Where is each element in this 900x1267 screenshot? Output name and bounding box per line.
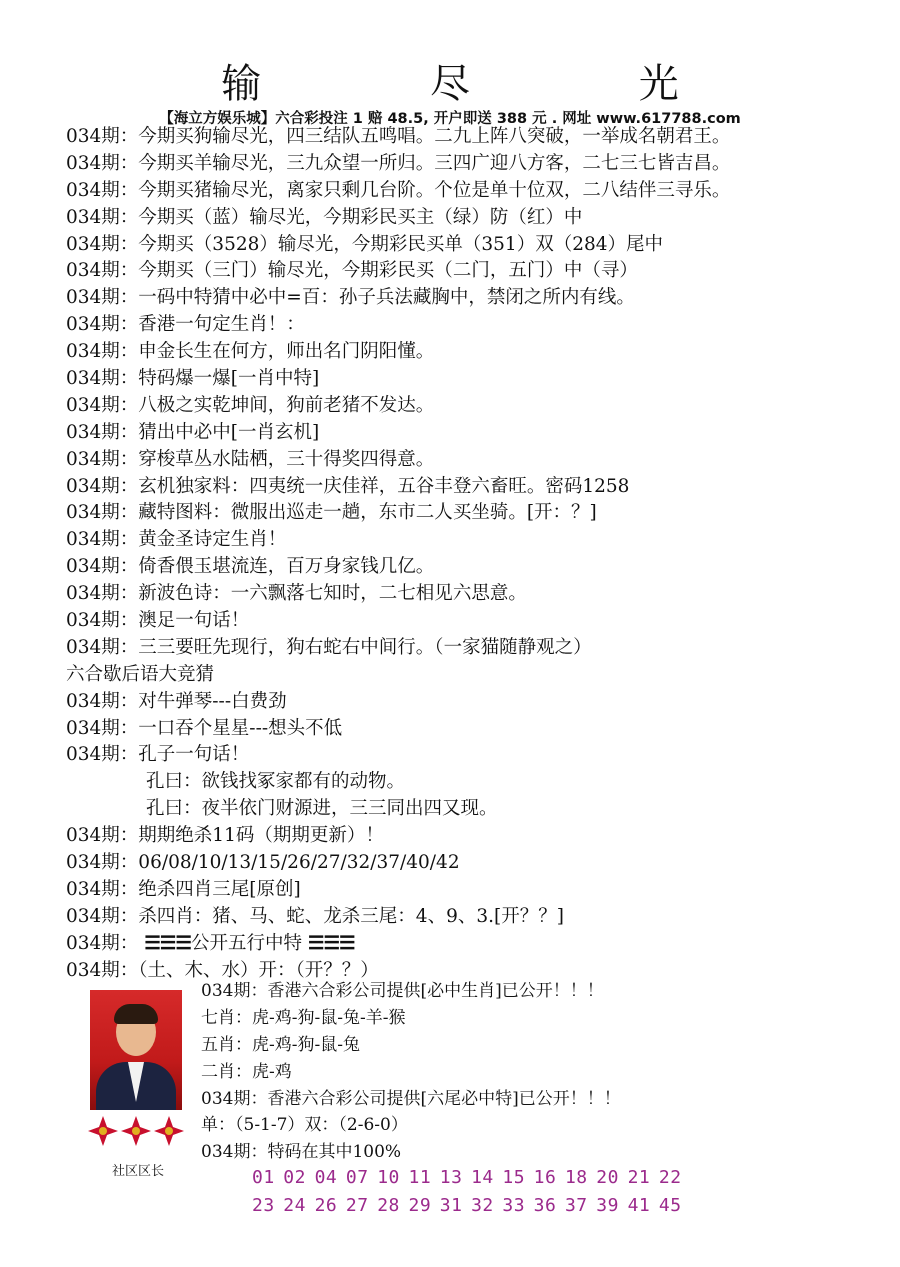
side-line: 七肖：虎-鸡-狗-鼠-兔-羊-猴 — [201, 1007, 406, 1028]
page-title: 输 尽 光 — [221, 61, 757, 107]
number-cell: 32 — [471, 1195, 494, 1216]
prediction-line: 034期：对牛弹琴---白费劲 — [66, 690, 287, 712]
prediction-line: 孔曰：夜半依门财源进，三三同出四又现。 — [146, 798, 498, 820]
prediction-line: 034期：绝杀四肖三尾[原创] — [66, 878, 301, 900]
medal-icon — [121, 1116, 151, 1146]
number-cell: 26 — [314, 1195, 338, 1216]
number-cell: 22 — [658, 1167, 682, 1188]
wuxing-line: 034期： ☰☰☰公开五行中特 ☰☰☰ — [66, 932, 355, 954]
number-cell: 27 — [345, 1195, 369, 1216]
number-cell: 41 — [627, 1195, 651, 1216]
prediction-line: 034期：今期买猪输尽光，离家只剩几台阶。个位是单十位双，二八结伴三寻乐。 — [66, 179, 731, 201]
number-cell: 07 — [345, 1167, 369, 1188]
prediction-line: 034期：倚香偎玉堪流连，百万身家钱几亿。 — [66, 556, 435, 578]
prediction-line: 034期：一口吞个星星---想头不低 — [66, 717, 343, 739]
prediction-line: 034期：今期买（三门）输尽光，今期彩民买（二门，五门）中（寻） — [66, 260, 638, 282]
number-cell: 45 — [658, 1195, 682, 1216]
prediction-line: 034期：黄金圣诗定生肖！ — [66, 529, 287, 551]
prediction-line: 034期：杀四肖：猪、马、蛇、龙杀三尾：4、9、3.[开？？] — [66, 905, 564, 927]
prediction-line: 034期：今期买狗输尽光，四三结队五鸣唱。二九上阵八突破，一举成名朝君王。 — [66, 126, 731, 147]
number-cell: 33 — [502, 1195, 526, 1216]
number-cell: 15 — [502, 1167, 526, 1188]
number-cell: 31 — [439, 1195, 463, 1216]
number-cell: 20 — [596, 1167, 619, 1188]
side-line: 二肖：虎-鸡 — [201, 1061, 292, 1082]
number-cell: 24 — [283, 1195, 306, 1216]
number-cell: 02 — [283, 1167, 306, 1188]
prediction-line: 034期：今期买羊输尽光，三九众望一所归。三四广迎八方客，二七三七皆吉昌。 — [66, 152, 731, 174]
number-row — [252, 1192, 872, 1220]
number-cell: 14 — [471, 1167, 494, 1188]
medal-row — [88, 1116, 188, 1158]
number-cell: 39 — [596, 1195, 619, 1216]
prediction-line: 034期：穿梭草丛水陆栖，三十得奖四得意。 — [66, 448, 435, 470]
number-cell: 23 — [252, 1195, 275, 1216]
number-cell: 29 — [408, 1195, 432, 1216]
prediction-line: 034期：孔子一句话！ — [66, 744, 250, 766]
prediction-line: 034期：八极之实乾坤间，狗前老猪不发达。 — [66, 394, 435, 416]
prediction-line: 034期：玄机独家料：四夷统一庆佳祥，五谷丰登六畜旺。密码1258 — [66, 475, 630, 497]
medal-icon — [154, 1116, 184, 1146]
number-cell: 01 — [252, 1167, 275, 1188]
side-line: 034期：香港六合彩公司提供[六尾必中特]已公开！！！ — [201, 1088, 621, 1109]
prediction-line: 034期：申金长生在何方，师出名门阴阳懂。 — [66, 341, 435, 363]
prediction-lines — [66, 124, 896, 985]
prediction-line: 034期：三三要旺先现行，狗右蛇右中间行。（一家猫随静观之） — [66, 636, 592, 658]
medal-icon — [88, 1116, 118, 1146]
prediction-line: 034期：猜出中必中[一肖玄机] — [66, 421, 320, 443]
chief-photo-block — [88, 990, 188, 1180]
ad-banner-text[interactable]: 【海立方娱乐城】六合彩投注 1 赔 48.5, 开户即送 388 元 . 网址 www.617788.com — [159, 111, 741, 127]
portrait-photo — [90, 990, 182, 1110]
number-grid — [252, 1164, 872, 1220]
side-line: 五肖：虎-鸡-狗-鼠-兔 — [201, 1034, 360, 1055]
photo-caption: 社区区长 — [111, 1164, 164, 1179]
prediction-line: 034期：藏特图料：微服出巡走一趟，东市二人买坐骑。[开：？] — [66, 502, 597, 524]
number-cell: 11 — [408, 1167, 432, 1188]
bars-right: ☰☰☰ — [307, 932, 355, 954]
side-line: 034期：香港六合彩公司提供[必中生肖]已公开！！！ — [201, 981, 604, 1001]
prediction-line: 034期：今期买（蓝）输尽光，今期彩民买主（绿）防（红）中 — [66, 206, 583, 228]
prediction-line: 034期：特码爆一爆[一肖中特] — [66, 368, 320, 390]
wuxing-result-line: 034期：（土、木、水）开：（开？？） — [66, 959, 379, 981]
prediction-line: 034期：今期买（3528）输尽光，今期彩民买单（351）双（284）尾中 — [66, 233, 664, 255]
number-cell: 13 — [439, 1167, 463, 1188]
prediction-line: 034期：一码中特猜中必中=百：孙子兵法藏胸中，禁闭之所内有线。 — [66, 287, 635, 309]
number-cell: 16 — [533, 1167, 557, 1188]
number-cell: 18 — [564, 1167, 588, 1188]
prediction-line: 六合歇后语大竞猜 — [66, 663, 215, 685]
number-cell: 36 — [533, 1195, 557, 1216]
prediction-line: 孔曰：欲钱找冢家都有的动物。 — [146, 771, 406, 793]
prediction-line: 034期：澳足一句话！ — [66, 610, 250, 632]
side-announcements — [201, 978, 891, 1166]
side-line: 034期：特码在其中100% — [201, 1142, 402, 1163]
side-line: 单：（5-1-7）双：（2-6-0） — [201, 1115, 408, 1136]
number-cell: 28 — [377, 1195, 400, 1216]
prediction-line: 034期：香港一句定生肖！： — [66, 314, 305, 336]
number-cell: 10 — [377, 1167, 400, 1188]
number-row — [252, 1164, 872, 1192]
number-cell: 37 — [564, 1195, 588, 1216]
number-cell: 04 — [314, 1167, 338, 1188]
prediction-line: 034期：新波色诗：一六飘落七知时，二七相见六思意。 — [66, 583, 527, 605]
prediction-line: 034期：期期绝杀11码（期期更新）！ — [66, 825, 384, 847]
prediction-line: 034期：06/08/10/13/15/26/27/32/37/40/42 — [66, 852, 460, 874]
number-cell: 21 — [627, 1167, 651, 1188]
bars-left: ☰☰☰ — [144, 932, 191, 954]
